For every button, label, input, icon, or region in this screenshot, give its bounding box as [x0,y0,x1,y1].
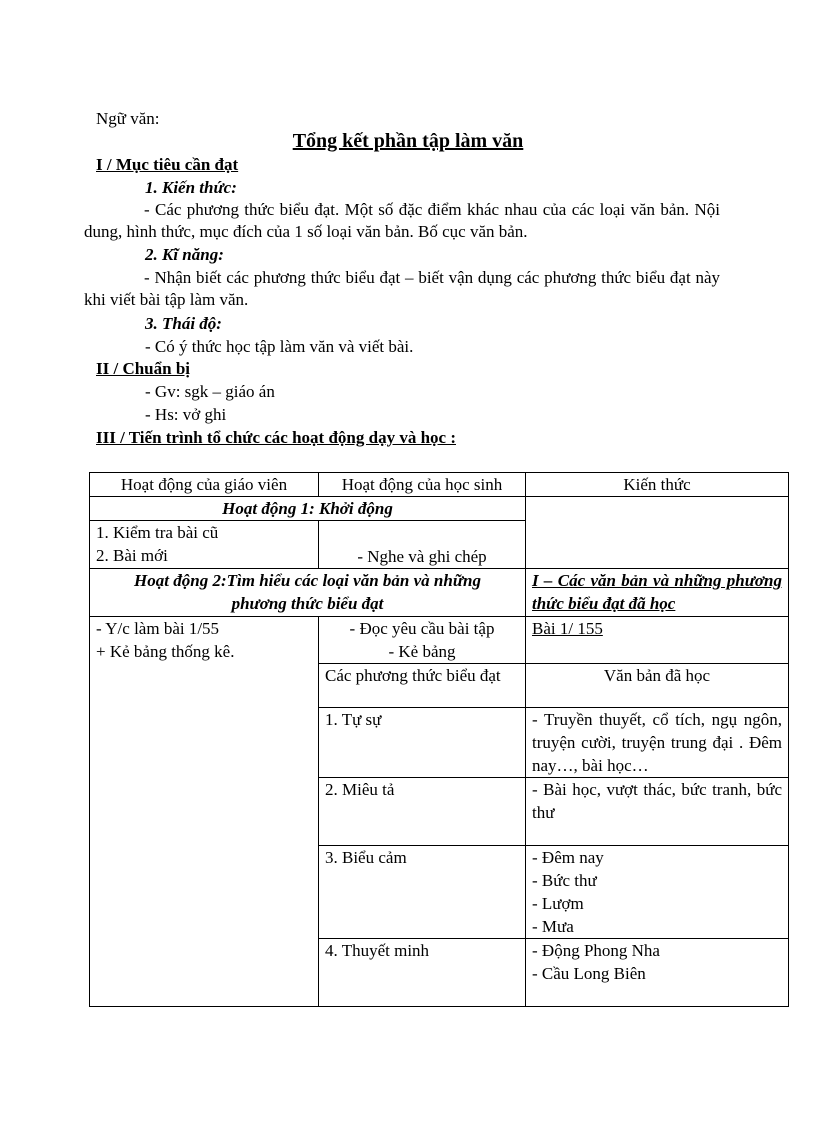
activity1-knowledge-cell [526,497,789,569]
subject-label: Ngữ văn: [96,109,160,128]
list-item: - Đêm nay [532,848,604,867]
table-header-row [90,473,789,497]
lesson-table [89,472,789,1007]
prep-teacher: - Gv: sgk – giáo án [145,382,275,401]
activity1-student-cell: - Nghe và ghi chép [319,521,526,569]
section3-heading: III / Tiến trình tổ chức các hoạt động dạy và học : [96,428,456,447]
list-item: - Mưa [532,917,574,936]
section2-heading: II / Chuẩn bị [96,359,191,378]
activity1-title: Hoạt động 1: Khởi động [90,497,526,521]
skills-label: 2. Kĩ năng: [145,245,224,264]
subheader-texts: Văn bản đã học [526,664,789,708]
list-item: 1. Kiểm tra bài cũ [96,523,219,542]
prep-student: - Hs: vở ghi [145,405,227,424]
activity2-knowledge: I – Các văn bản và những phương thức biểu đạt đã học [526,569,789,617]
list-item: + Kẻ bảng thống kê. [96,642,235,661]
activity2-teacher-cell [90,617,319,1007]
list-item: - Cầu Long Biên [532,964,646,983]
attitude-text: - Có ý thức học tập làm văn và viết bài. [145,337,414,356]
attitude-label: 3. Thái độ: [145,314,222,333]
texts-cell [526,846,789,939]
activity2-task-row [90,617,789,664]
page-title: Tổng kết phần tập làm văn [292,130,524,152]
list-item: - Động Phong Nha [532,941,660,960]
texts-cell: - Truyền thuyết, cổ tích, ngụ ngôn, truyện cười, truyện trung đại . Đêm nay…, bài học… [526,708,789,778]
list-item: - Đọc yêu cầu bài tập [349,619,495,638]
activity2-row [90,569,789,617]
activity2-title: Hoạt động 2:Tìm hiểu các loại văn bản và những phương thức biểu đạt [90,569,526,617]
header-student: Hoạt động của học sinh [319,473,526,497]
list-item: - Y/c làm bài 1/55 [96,619,220,638]
list-item: 2. Bài mới [96,546,168,565]
list-item: - Kẻ bảng [388,642,456,661]
mode-cell: 3. Biểu cảm [319,846,526,939]
skills-text: - Nhận biết các phương thức biểu đạt – biết vận dụng các phương thức biểu đạt này khi viết bài tập làm văn. [84,268,720,309]
texts-cell: - Bài học, vượt thác, bức tranh, bức thư [526,778,789,846]
knowledge-text: - Các phương thức biểu đạt. Một số đặc điểm khác nhau của các loại văn bản. Nội dung, hình thức, mục đích của 1 số loại văn bản. Bố cục văn bản. [84,200,720,241]
activity2-student-cell [319,617,526,664]
mode-cell: 1. Tự sự [319,708,526,778]
list-item: - Lượm [532,894,584,913]
exercise-label: Bài 1/ 155 [526,617,789,664]
list-item: - Bức thư [532,871,597,890]
subheader-mode: Các phương thức biểu đạt [319,664,526,708]
texts-cell [526,939,789,1007]
activity1-row [90,497,789,521]
knowledge-label: 1. Kiến thức: [145,178,237,197]
header-knowledge: Kiến thức [526,473,789,497]
mode-cell: 4. Thuyết minh [319,939,526,1007]
mode-cell: 2. Miêu tả [319,778,526,846]
activity1-teacher-cell [90,521,319,569]
section1-heading: I / Mục tiêu cần đạt [96,155,239,174]
header-teacher: Hoạt động của giáo viên [90,473,319,497]
